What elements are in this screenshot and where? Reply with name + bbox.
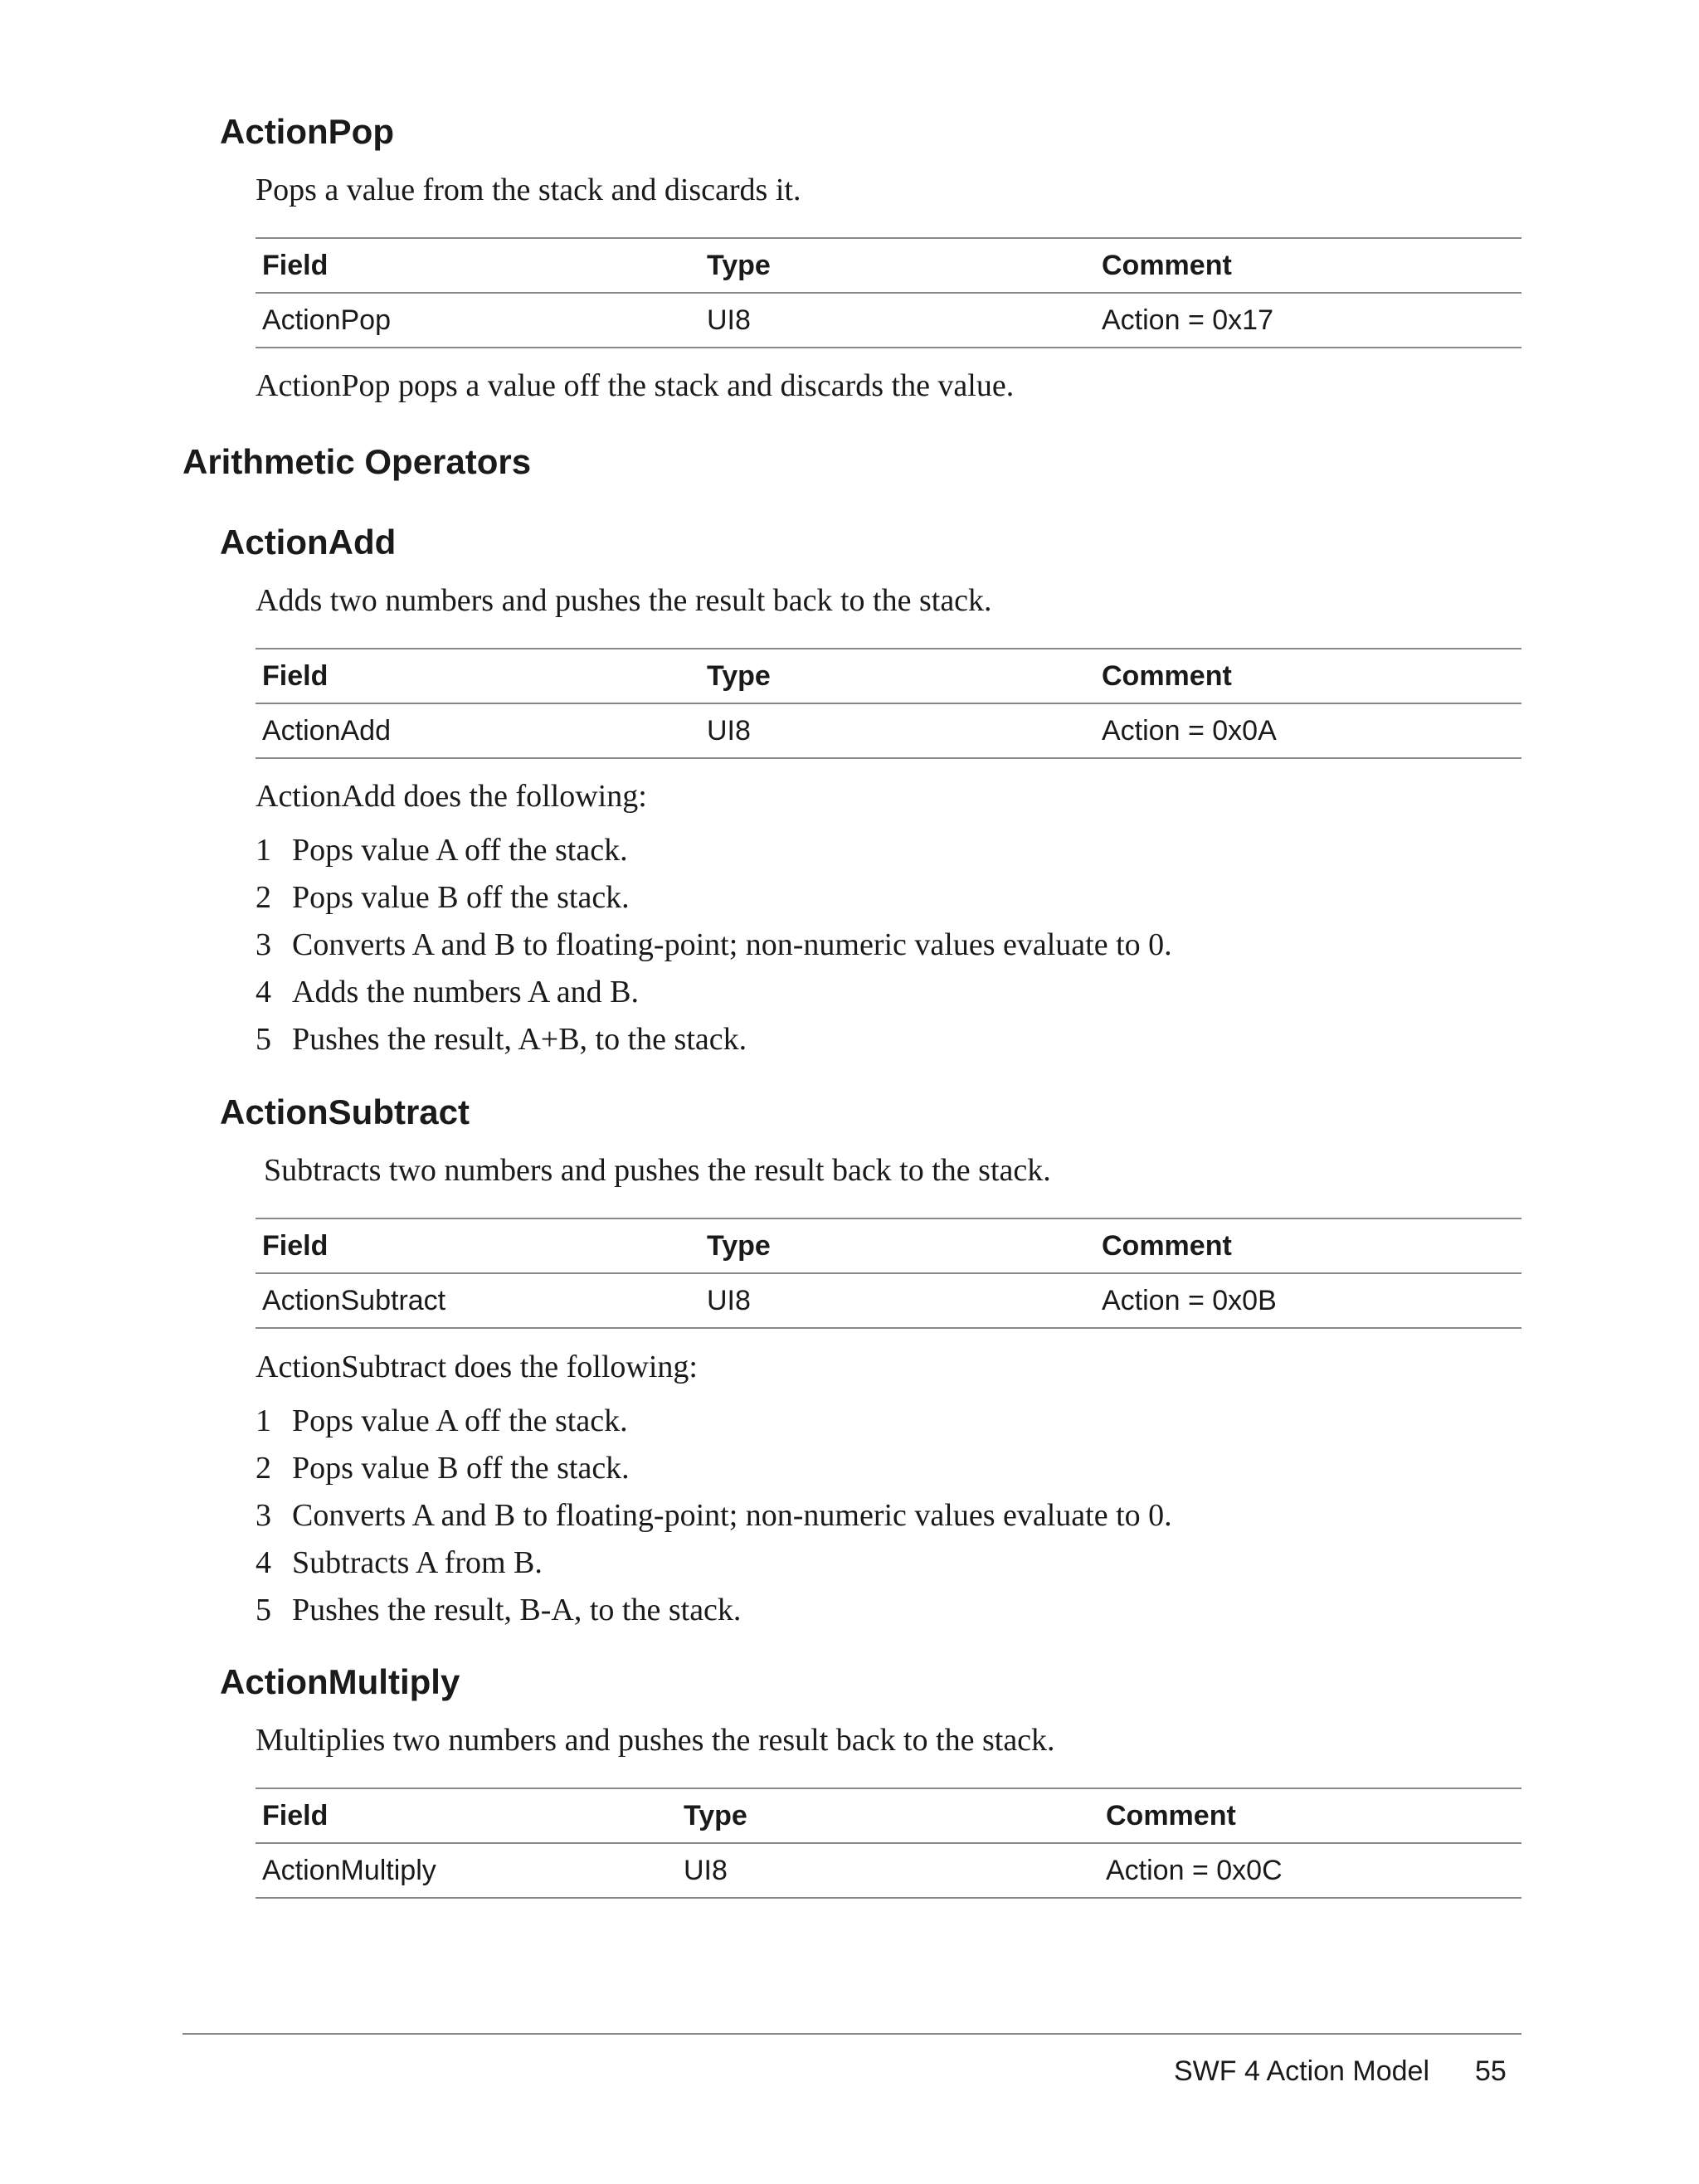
step-number: 1: [256, 1403, 271, 1438]
section-description-action-subtract: ActionSubtract does the following:: [256, 1350, 698, 1384]
footer-page-number: 55: [1475, 2055, 1507, 2087]
step-text: Converts A and B to floating-point; non-numeric values evaluate to 0.: [292, 927, 1172, 962]
cell-field: ActionPop: [262, 304, 391, 336]
header-comment: Comment: [1102, 1230, 1232, 1262]
cell-type: UI8: [707, 1285, 751, 1316]
cell-type: UI8: [707, 715, 751, 747]
table-row: [256, 1274, 1521, 1329]
header-field: Field: [262, 1800, 329, 1831]
table-action-subtract: [256, 1218, 1521, 1329]
step-number: 2: [256, 880, 271, 915]
step-number: 5: [256, 1593, 271, 1627]
header-field: Field: [262, 1230, 329, 1262]
header-comment: Comment: [1102, 660, 1232, 692]
section-intro-action-pop: Pops a value from the stack and discards it.: [256, 173, 801, 207]
cell-comment: Action = 0x0B: [1102, 1285, 1277, 1316]
section-heading-action-multiply: ActionMultiply: [220, 1662, 460, 1701]
step-text: Pushes the result, B-A, to the stack.: [292, 1593, 742, 1627]
section-heading-action-add: ActionAdd: [220, 523, 397, 562]
step-text: Pops value B off the stack.: [292, 1451, 630, 1486]
table-row: [256, 1844, 1521, 1899]
step-text: Converts A and B to floating-point; non-numeric values evaluate to 0.: [292, 1498, 1172, 1533]
step-number: 2: [256, 1451, 271, 1486]
step-number: 5: [256, 1022, 271, 1057]
section-heading-action-pop: ActionPop: [220, 112, 394, 151]
footer-divider: [183, 2033, 1521, 2035]
step-text: Subtracts A from B.: [292, 1545, 543, 1580]
table-header-row: [256, 1789, 1521, 1844]
step-text: Pops value A off the stack.: [292, 833, 628, 868]
header-type: Type: [707, 660, 771, 692]
header-type: Type: [707, 250, 771, 281]
step-text: Pushes the result, A+B, to the stack.: [292, 1022, 747, 1057]
table-header-row: [256, 649, 1521, 704]
header-field: Field: [262, 250, 329, 281]
header-comment: Comment: [1102, 250, 1232, 281]
table-header-row: [256, 239, 1521, 294]
section-intro-action-add: Adds two numbers and pushes the result back to the stack.: [256, 583, 992, 618]
step-number: 1: [256, 833, 271, 868]
cell-comment: Action = 0x17: [1102, 304, 1273, 336]
table-row: [256, 294, 1521, 348]
section-intro-action-subtract: Subtracts two numbers and pushes the result back to the stack.: [264, 1153, 1051, 1188]
step-number: 3: [256, 927, 271, 962]
table-action-add: [256, 648, 1521, 759]
section-description-action-add: ActionAdd does the following:: [256, 779, 647, 814]
section-description-action-pop: ActionPop pops a value off the stack and discards the value.: [256, 368, 1015, 403]
cell-field: ActionMultiply: [262, 1855, 436, 1886]
cell-type: UI8: [684, 1855, 728, 1886]
cell-comment: Action = 0x0A: [1102, 715, 1277, 747]
cell-field: ActionSubtract: [262, 1285, 446, 1316]
header-field: Field: [262, 660, 329, 692]
step-number: 4: [256, 1545, 271, 1580]
step-number: 4: [256, 975, 271, 1009]
header-comment: Comment: [1106, 1800, 1236, 1831]
cell-type: UI8: [707, 304, 751, 336]
chapter-heading-arithmetic-operators: Arithmetic Operators: [183, 442, 532, 481]
cell-comment: Action = 0x0C: [1106, 1855, 1283, 1886]
step-text: Adds the numbers A and B.: [292, 975, 639, 1009]
table-action-multiply: [256, 1788, 1521, 1899]
table-header-row: [256, 1219, 1521, 1274]
table-row: [256, 704, 1521, 759]
cell-field: ActionAdd: [262, 715, 391, 747]
step-number: 3: [256, 1498, 271, 1533]
section-intro-action-multiply: Multiplies two numbers and pushes the result back to the stack.: [256, 1723, 1055, 1758]
table-action-pop: [256, 237, 1521, 348]
footer-chapter-title: SWF 4 Action Model: [1174, 2055, 1430, 2087]
step-text: Pops value A off the stack.: [292, 1403, 628, 1438]
section-heading-action-subtract: ActionSubtract: [220, 1092, 470, 1131]
header-type: Type: [684, 1800, 747, 1831]
step-text: Pops value B off the stack.: [292, 880, 630, 915]
header-type: Type: [707, 1230, 771, 1262]
